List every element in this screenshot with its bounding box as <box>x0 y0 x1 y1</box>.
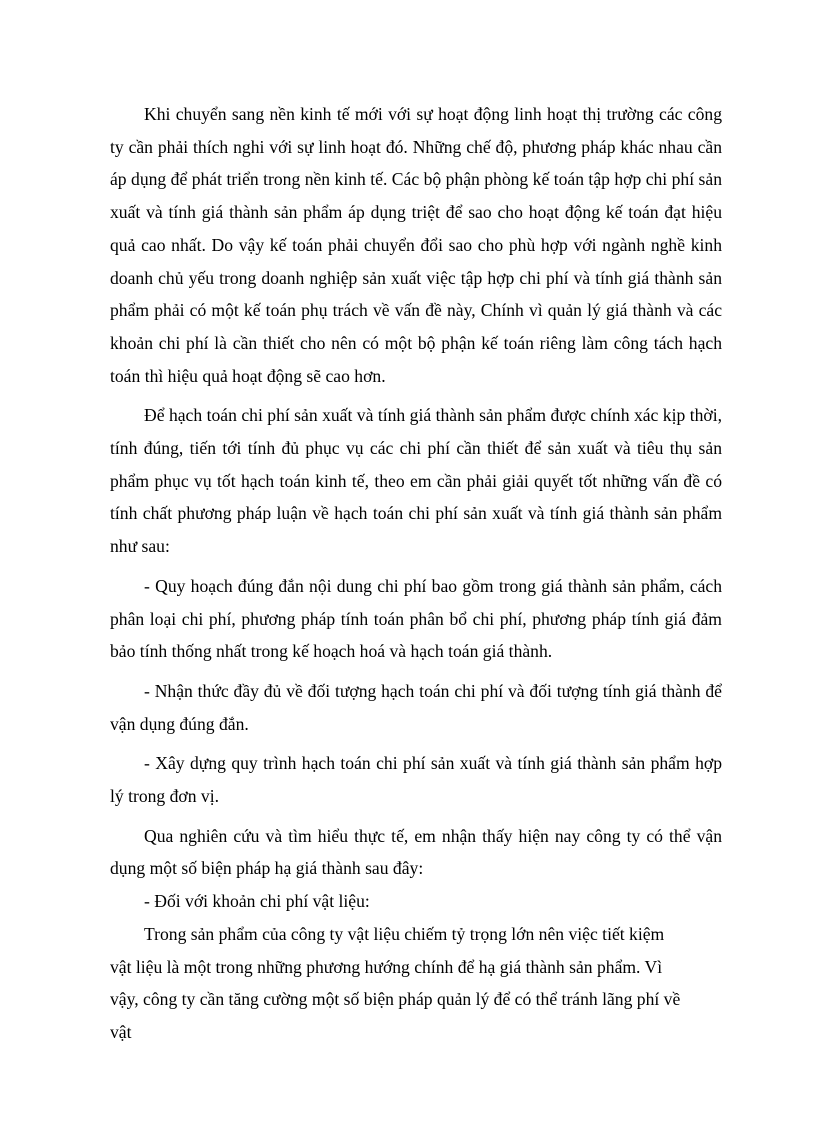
paragraph-bullet-awareness: - Nhận thức đầy đủ về đối tượng hạch toán chi phí và đối tượng tính giá thành để vận dụng đúng đắn. <box>110 680 722 734</box>
paragraph-intro: Khi chuyển sang nền kinh tế mới với sự hoạt động linh hoạt thị trường các công ty cần phải thích nghi với sự linh hoạt đó. Những chế độ, phương pháp khác nhau cần áp dụng để phát triển trong nền kinh tế. Các bộ phận phòng kế toán tập hợp chi phí sản xuất và tính giá thành sản phẩm áp dụng triệt để sao cho hoạt động kế toán đạt hiệu quả cao nhất. Do vậy kế toán phải chuyển đổi sao cho phù hợp với ngành nghề kinh doanh chủ yếu trong doanh nghiệp sản xuất việc tập hợp chi phí và tính giá thành sản phẩm phải có một kế toán phụ trách về vấn đề này, Chính vì quản lý giá thành và các khoản chi phí là cần thiết cho nên có một bộ phận kế toán riêng làm công tách hạch toán thì hiệu quả hoạt động sẽ cao hơn. <box>110 104 722 386</box>
paragraph-accounting-method: Để hạch toán chi phí sản xuất và tính giá thành sản phẩm được chính xác kịp thời, tính đúng, tiến tới tính đủ phục vụ các chi phí cần thiết để sản xuất và tiêu thụ sản phẩm phục vụ tốt hạch toán kinh tế, theo em cần phải giải quyết tốt những vấn đề có tính chất phương pháp luận về hạch toán chi phí sản xuất và tính giá thành sản phẩm như sau: <box>110 405 722 557</box>
paragraph-bullet-material: - Đối với khoản chi phí vật liệu: <box>144 891 370 912</box>
paragraph-bullet-planning: - Quy hoạch đúng đắn nội dung chi phí bao gồm trong giá thành sản phẩm, cách phân loại chi phí, phương pháp tính toán phân bổ chi phí, phương pháp tính giá đảm bảo tính thống nhất trong kế hoạch hoá và hạch toán giá thành. <box>110 575 722 662</box>
document-body <box>110 98 722 1049</box>
paragraph-material-cost: Trong sản phẩm của công ty vật liệu chiếm tỷ trọng lớn nên việc tiết kiệm vật liệu là một trong những phương hướng chính để hạ giá thành sản phẩm. Vì vậy, công ty cần tăng cường một số biện pháp quản lý để có thể tránh lãng phí về vật <box>110 923 681 1042</box>
paragraph-bullet-process: - Xây dựng quy trình hạch toán chi phí sản xuất và tính giá thành sản phẩm hợp lý trong đơn vị. <box>110 753 722 807</box>
paragraph-research: Qua nghiên cứu và tìm hiểu thực tế, em nhận thấy hiện nay công ty có thể vận dụng một số biện pháp hạ giá thành sau đây: <box>110 825 722 879</box>
